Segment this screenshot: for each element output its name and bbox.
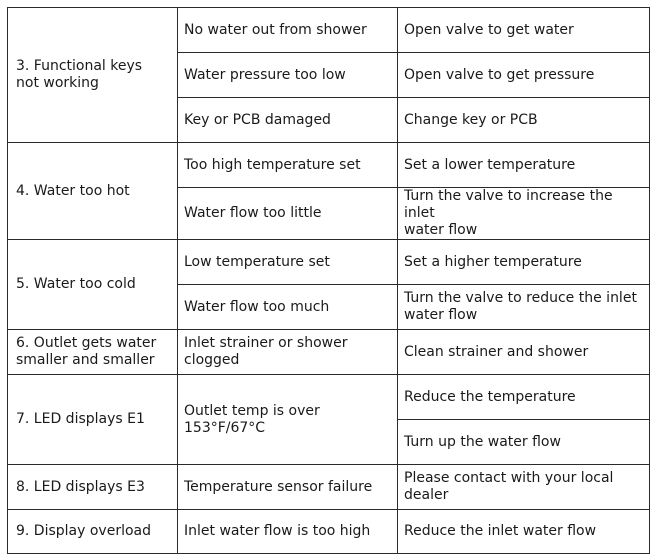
- problem-cell: 7. LED displays E1: [8, 375, 178, 465]
- cause-cell: Key or PCB damaged: [178, 98, 398, 143]
- solution-cell: Turn up the water flow: [398, 420, 650, 465]
- table-row: [8, 143, 650, 188]
- cause-cell: Water pressure too low: [178, 53, 398, 98]
- solution-cell: Clean strainer and shower: [398, 330, 650, 375]
- table-row: [8, 240, 650, 285]
- table-row: [8, 8, 650, 53]
- cause-cell: Inlet strainer or shower clogged: [178, 330, 398, 375]
- table-row: [8, 510, 650, 554]
- solution-cell: Please contact with your local dealer: [398, 465, 650, 510]
- problem-cell: 9. Display overload: [8, 510, 178, 554]
- solution-cell: Set a higher temperature: [398, 240, 650, 285]
- solution-cell: Set a lower temperature: [398, 143, 650, 188]
- cause-cell: Inlet water flow is too high: [178, 510, 398, 554]
- problem-cell: 3. Functional keys not working: [8, 8, 178, 143]
- problem-cell: 5. Water too cold: [8, 240, 178, 330]
- table-row: [8, 330, 650, 375]
- cause-cell: Temperature sensor failure: [178, 465, 398, 510]
- solution-cell: Open valve to get pressure: [398, 53, 650, 98]
- cause-cell: Outlet temp is over 153°F/67°C: [178, 375, 398, 465]
- cause-cell: Water flow too much: [178, 285, 398, 330]
- solution-cell: Reduce the inlet water flow: [398, 510, 650, 554]
- table-row: [8, 465, 650, 510]
- solution-cell: Turn the valve to increase the inlet water flow: [398, 188, 650, 240]
- solution-cell: Open valve to get water: [398, 8, 650, 53]
- problem-cell: 4. Water too hot: [8, 143, 178, 240]
- troubleshooting-table: [7, 7, 650, 554]
- problem-cell: 6. Outlet gets water smaller and smaller: [8, 330, 178, 375]
- solution-cell: Reduce the temperature: [398, 375, 650, 420]
- cause-cell: Too high temperature set: [178, 143, 398, 188]
- troubleshooting-table-container: [7, 7, 649, 546]
- cause-cell: No water out from shower: [178, 8, 398, 53]
- solution-cell: Turn the valve to reduce the inlet water flow: [398, 285, 650, 330]
- cause-cell: Water flow too little: [178, 188, 398, 240]
- solution-cell: Change key or PCB: [398, 98, 650, 143]
- cause-cell: Low temperature set: [178, 240, 398, 285]
- problem-cell: 8. LED displays E3: [8, 465, 178, 510]
- table-row: [8, 375, 650, 420]
